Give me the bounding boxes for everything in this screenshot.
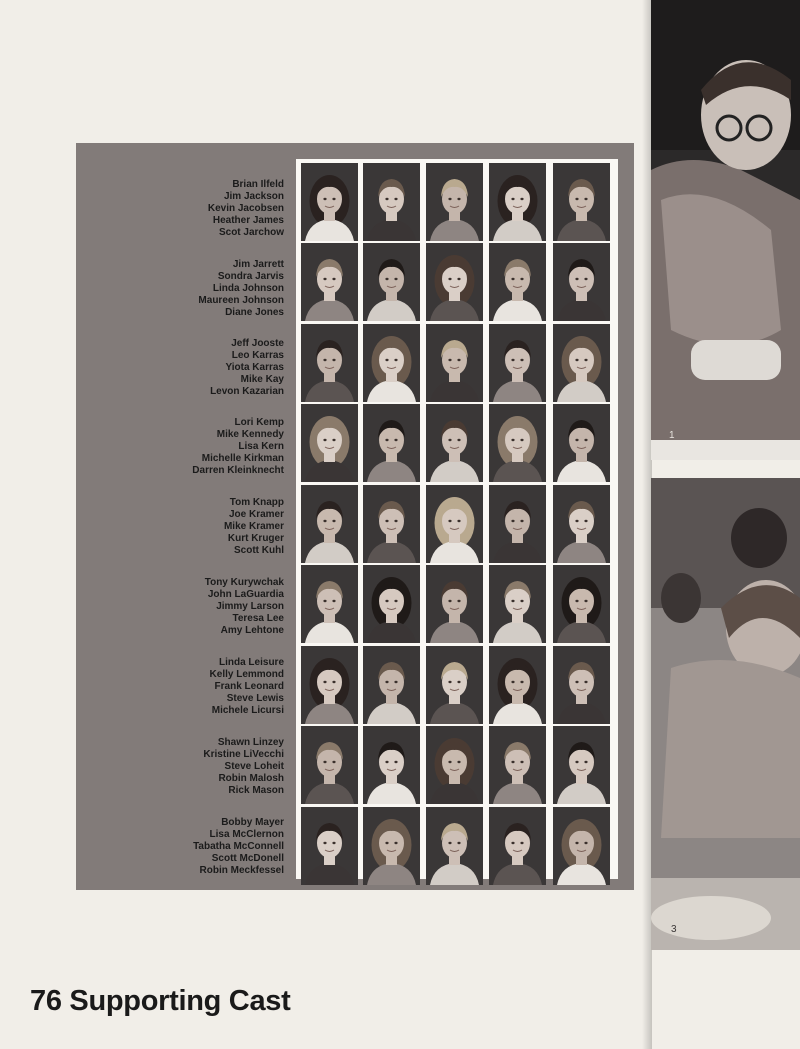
student-portrait	[301, 726, 358, 804]
portrait-row	[296, 324, 618, 404]
student-name: Rick Mason	[228, 785, 284, 796]
student-portrait	[426, 163, 483, 241]
student-portrait	[489, 565, 546, 643]
student-name: Kristine LiVecchi	[203, 749, 284, 760]
student-name: Heather James	[212, 215, 284, 226]
student-name: Teresa Lee	[232, 613, 284, 624]
name-group	[76, 817, 284, 877]
student-name: Linda Johnson	[212, 283, 284, 294]
student-name: Robin Malosh	[218, 773, 284, 784]
portrait-row	[296, 404, 618, 484]
student-name: Jim Jarrett	[232, 259, 284, 270]
student-name: Tom Knapp	[229, 497, 284, 508]
name-group	[76, 577, 284, 637]
student-portrait	[553, 243, 610, 321]
student-portrait	[301, 565, 358, 643]
student-name: John LaGuardia	[207, 589, 284, 600]
candid-photo-top	[651, 0, 800, 460]
student-portrait	[301, 646, 358, 724]
student-portrait	[301, 243, 358, 321]
portrait-row	[296, 646, 618, 726]
student-portrait	[489, 324, 546, 402]
name-group	[76, 417, 284, 477]
student-name: Mike Kramer	[223, 521, 284, 532]
student-name: Jim Jackson	[223, 191, 284, 202]
student-name: Kelly Lemmond	[209, 669, 284, 680]
name-group	[76, 497, 284, 557]
student-portrait	[489, 726, 546, 804]
name-group	[76, 737, 284, 797]
student-portrait	[363, 646, 420, 724]
student-portrait	[301, 404, 358, 482]
student-name: Linda Leisure	[218, 657, 284, 668]
student-name: Mike Kennedy	[216, 429, 284, 440]
candid-photo-bottom	[651, 478, 800, 950]
student-portrait	[553, 565, 610, 643]
portrait-row	[296, 726, 618, 806]
student-name: Jimmy Larson	[216, 601, 284, 612]
student-name: Levon Kazarian	[210, 386, 284, 397]
photo-number-top: 1	[669, 430, 675, 441]
student-name: Jeff Jooste	[231, 338, 284, 349]
name-group	[76, 179, 284, 239]
student-name: Lori Kemp	[234, 417, 284, 428]
portrait-row	[296, 243, 618, 323]
student-portrait	[553, 324, 610, 402]
student-name: Tony Kurywchak	[204, 577, 284, 588]
student-name: Joe Kramer	[228, 509, 284, 520]
student-portrait	[301, 807, 358, 885]
student-portrait	[553, 404, 610, 482]
student-portrait	[363, 726, 420, 804]
student-name: Robin Meckfessel	[199, 865, 284, 876]
student-portrait	[426, 807, 483, 885]
student-name: Scot Jarchow	[218, 227, 284, 238]
student-portrait	[426, 404, 483, 482]
student-portrait	[426, 646, 483, 724]
student-portrait	[553, 726, 610, 804]
student-portrait	[301, 163, 358, 241]
student-name: Amy Lehtone	[220, 625, 284, 636]
student-name: Lisa McClernon	[209, 829, 284, 840]
student-portrait	[363, 807, 420, 885]
student-portrait	[489, 163, 546, 241]
student-portrait	[489, 646, 546, 724]
student-portrait	[363, 404, 420, 482]
student-portrait	[363, 565, 420, 643]
student-name: Sondra Jarvis	[217, 271, 284, 282]
student-name: Bobby Mayer	[221, 817, 284, 828]
student-portrait	[426, 485, 483, 563]
student-portrait	[426, 726, 483, 804]
student-portrait	[489, 807, 546, 885]
student-name: Scott McDonell	[211, 853, 284, 864]
student-name: Brian Ilfeld	[232, 179, 284, 190]
student-name: Michele Licursi	[211, 705, 284, 716]
student-name: Scott Kuhl	[234, 545, 284, 556]
student-portrait	[363, 243, 420, 321]
student-name: Yiota Karras	[225, 362, 284, 373]
student-portrait	[426, 243, 483, 321]
student-name: Maureen Johnson	[198, 295, 284, 306]
student-name: Tabatha McConnell	[193, 841, 284, 852]
student-name: Steve Loheit	[224, 761, 284, 772]
student-portrait	[553, 163, 610, 241]
portrait-row	[296, 565, 618, 645]
name-group	[76, 338, 284, 398]
name-group	[76, 657, 284, 717]
student-name: Kevin Jacobsen	[207, 203, 284, 214]
student-name: Michelle Kirkman	[201, 453, 284, 464]
student-portrait	[489, 243, 546, 321]
portrait-grid	[296, 159, 618, 879]
name-group	[76, 259, 284, 319]
student-name: Mike Kay	[240, 374, 284, 385]
student-portrait	[301, 485, 358, 563]
student-portrait	[553, 807, 610, 885]
student-portrait	[363, 324, 420, 402]
student-name: Darren Kleinknecht	[192, 465, 284, 476]
student-name: Frank Leonard	[214, 681, 284, 692]
student-name: Kurt Kruger	[227, 533, 284, 544]
student-portrait	[553, 485, 610, 563]
student-portrait	[363, 485, 420, 563]
student-name: Shawn Linzey	[217, 737, 284, 748]
student-portrait	[489, 485, 546, 563]
student-portrait	[489, 404, 546, 482]
roster-panel	[76, 143, 634, 890]
portrait-row	[296, 807, 618, 887]
portrait-row	[296, 485, 618, 565]
student-portrait	[426, 565, 483, 643]
student-name: Diane Jones	[225, 307, 284, 318]
photo-number-bottom: 3	[671, 924, 677, 935]
student-portrait	[363, 163, 420, 241]
student-portrait	[426, 324, 483, 402]
student-name: Steve Lewis	[226, 693, 284, 704]
student-portrait	[301, 324, 358, 402]
names-column	[76, 143, 288, 890]
portrait-row	[296, 163, 618, 243]
page-footer-title: 76 Supporting Cast	[30, 985, 291, 1017]
student-portrait	[553, 646, 610, 724]
student-name: Lisa Kern	[238, 441, 284, 452]
student-name: Leo Karras	[231, 350, 284, 361]
